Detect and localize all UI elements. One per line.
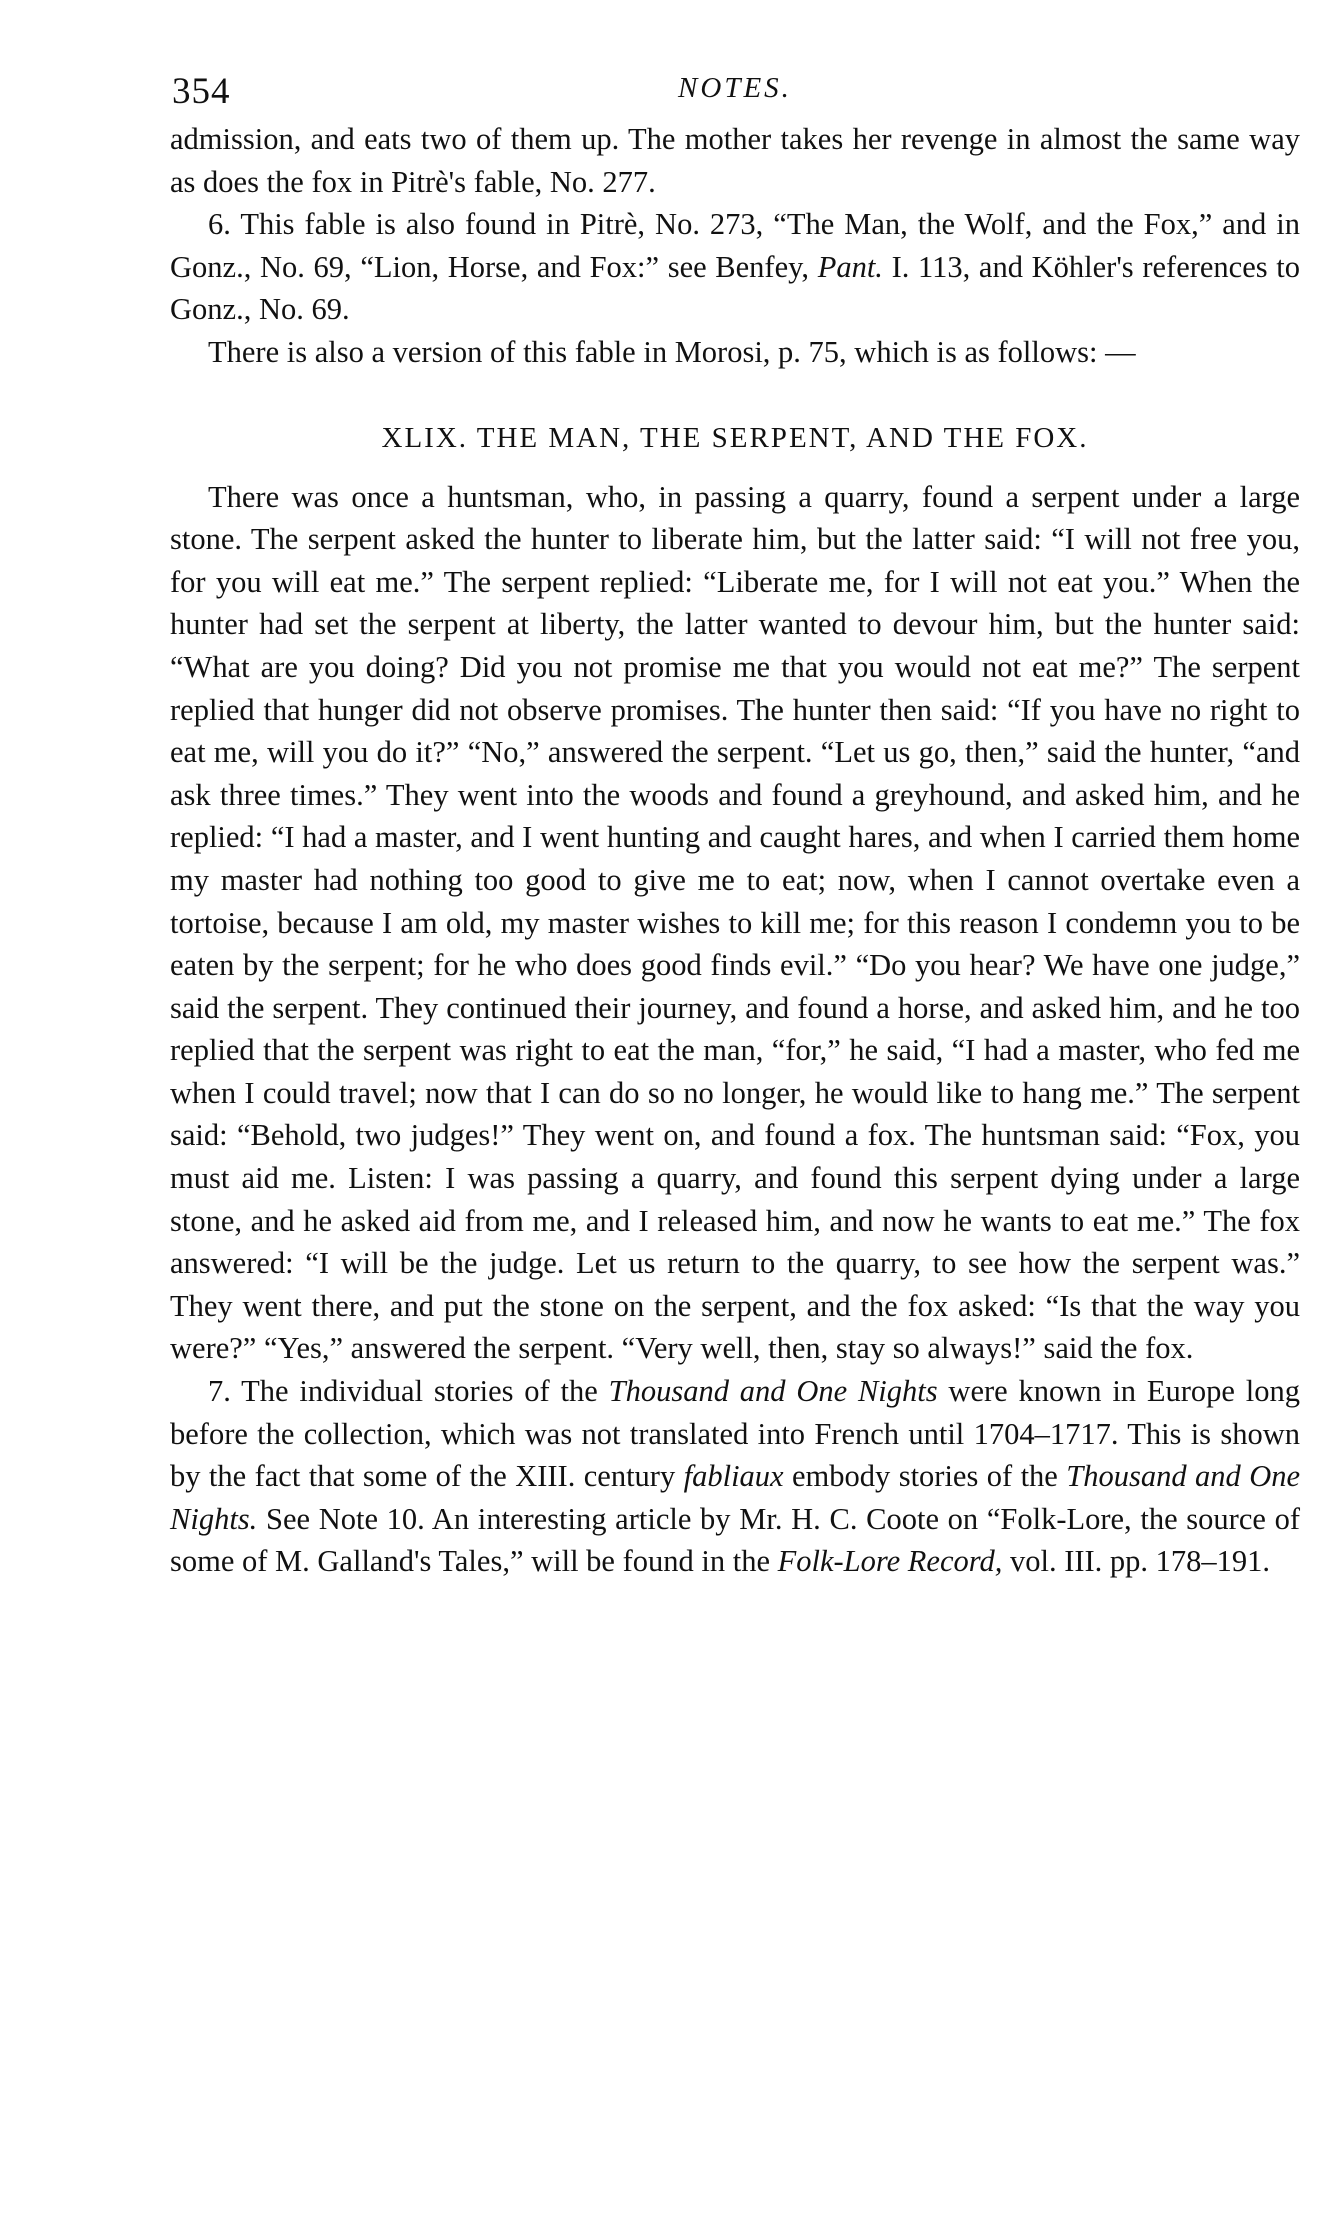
section-heading: XLIX. THE MAN, THE SERPENT, AND THE FOX. — [381, 421, 1089, 454]
morosi-version-paragraph: There is also a version of this fable in Morosi, p. 75, which is as follows: — — [208, 334, 1136, 369]
italic-pant: Pant. — [817, 249, 883, 284]
book-page — [170, 62, 1300, 1583]
note-6-paragraph: 6. This fable is also found in Pitrè, No. 273, “The Man, the Wolf, and the Fox,” and in Gonz., No. 69, “Lion, Horse, and Fox:” see Benfey, Pant. I. 113, and Köhler's references to Gonz., No. 69. — [170, 207, 1300, 327]
running-title: NOTES. — [678, 72, 792, 104]
italic-thousand-nights: Thousand and One Nights — [608, 1374, 938, 1409]
italic-fabliaux: fabliaux — [683, 1459, 784, 1494]
paragraph-continuation: admission, and eats two of them up. The mother takes her revenge in almost the same way as does the fox in Pitrè's fable, No. 277. — [170, 122, 1300, 199]
story-paragraph: There was once a huntsman, who, in passing a quarry, found a serpent under a large stone. The serpent asked the hunter to liberate him, but the latter said: “I will not free you, for you will eat me.” The serpent replied: “Liberate me, for I will not eat you.” When the hunter had set the serpent at liberty, the latter wanted to devour him, but the hunter said: “What are you doing? Did you not promise me that you would not eat me?” The serpent replied that hunger did not observe promises. The hunter then said: “If you have no right to eat me, will you do it?” “No,” answered the serpent. “Let us go, then,” said the hunter, “and ask three times.” They went into the woods and found a greyhound, and asked him, and he replied: “I had a master, and I went hunting and caught hares, and when I carried them home my master had nothing too good to give me to eat; now, when I cannot overtake even a tortoise, because I am old, my master wishes to kill me; for this reason I condemn you to be eaten by the serpent; for he who does good finds evil.” “Do you hear? We have one judge,” said the serpent. They continued their journey, and found a horse, and asked him, and he too replied that the serpent was right to eat the man, “for,” he said, “I had a master, who fed me when I could travel; now that I can do so no longer, he would like to hang me.” The serpent said: “Behold, two judges!” They went on, and found a fox. The huntsman said: “Fox, you must aid me. Listen: I was passing a quarry, and found this serpent dying under a large stone, and he asked aid from me, and I released him, and now he wants to eat me.” The fox answered: “I will be the judge. Let us return to the quarry, to see how the serpent was.” They went there, and put the stone on the serpent, and the fox asked: “Is that the way you were?” “Yes,” answered the serpent. “Very well, then, stay so always!” said the fox. — [170, 479, 1300, 1366]
italic-folk-lore-record: Folk-Lore Record, — [777, 1544, 1003, 1579]
note-7-paragraph: 7. The individual stories of the Thousand and One Nights were known in Europe long before the collection, which was not translated into French until 1704–1717. This is shown by the fact that some of the XIII. century fabliaux embody stories of the Thousand and One Nights. See Note 10. An interesting article by Mr. H. C. Coote on “Folk-Lore, the source of some of M. Galland's Tales,” will be found in the Folk-Lore Record, vol. III. pp. 178–191. — [170, 1374, 1301, 1579]
running-head — [170, 62, 1300, 118]
body-text — [170, 118, 1300, 1583]
page-number: 354 — [172, 71, 231, 112]
italic-thousand-nights: Thousand and One Nights. — [170, 1459, 1301, 1536]
